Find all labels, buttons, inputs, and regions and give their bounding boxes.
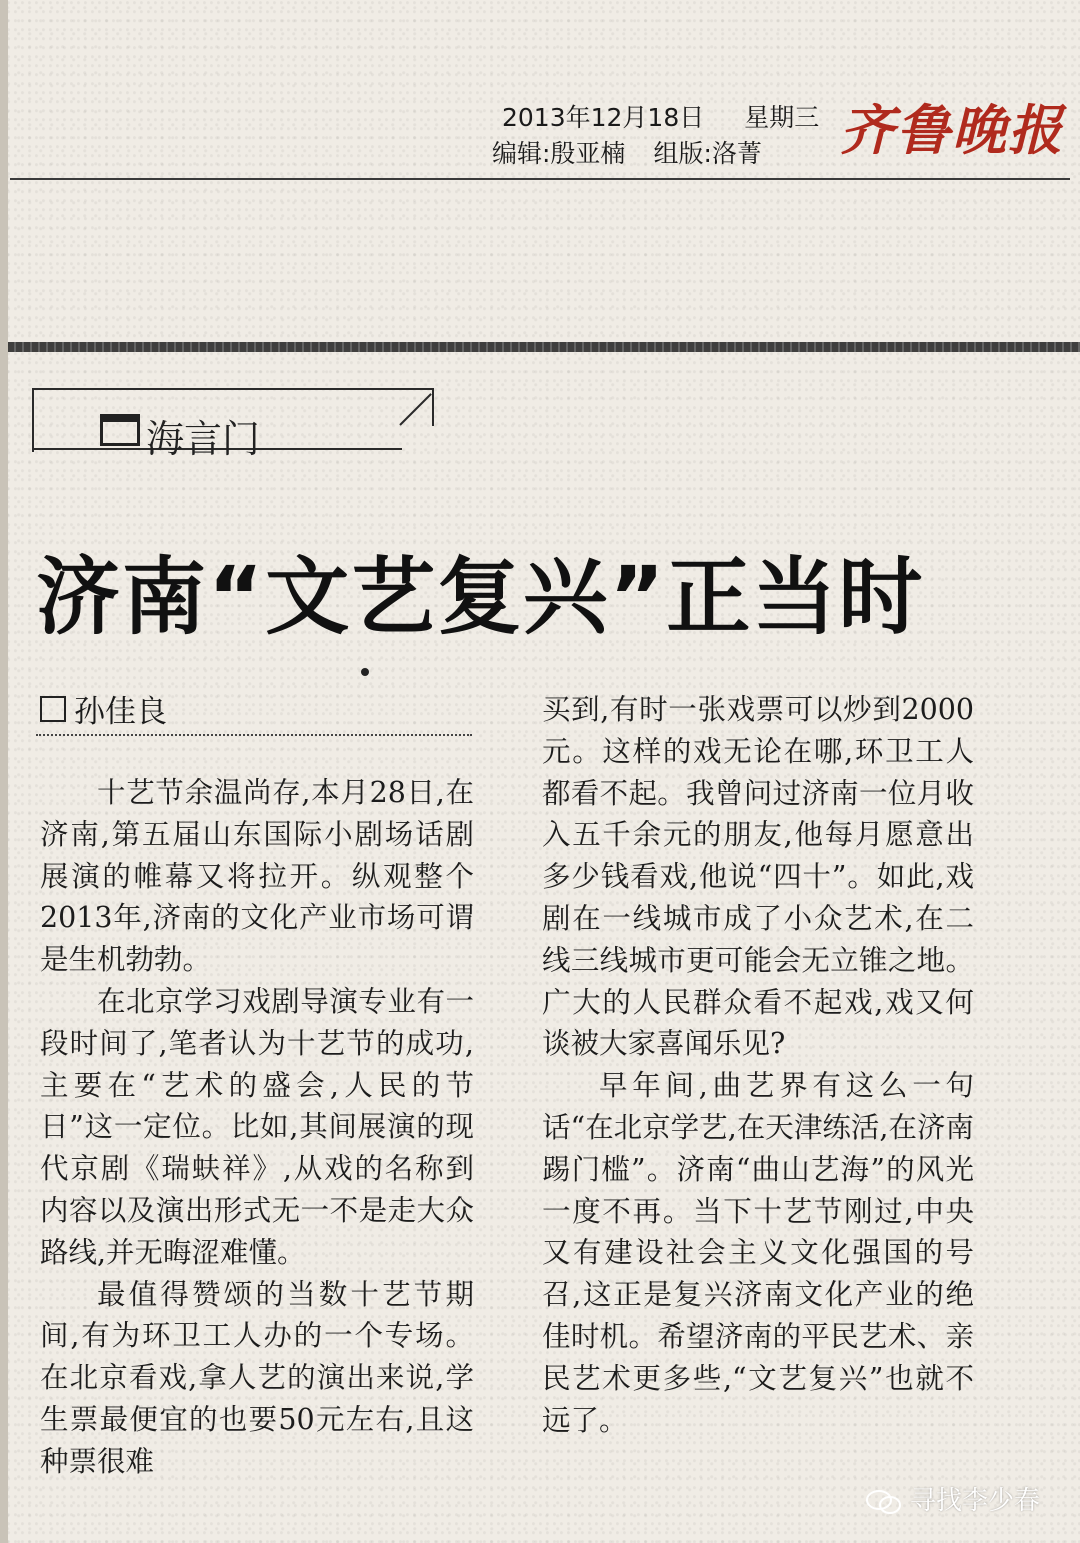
masthead-layout: 组版:洛菁 <box>653 139 762 168</box>
headline-dot <box>361 668 369 676</box>
wechat-icon <box>866 1489 902 1515</box>
masthead-editor: 编辑:殷亚楠 <box>492 139 626 168</box>
column-label: 海言门 <box>146 417 261 461</box>
watermark-text: 寻找李少春 <box>910 1486 1041 1516</box>
section-divider <box>8 342 1080 352</box>
byline-square-icon <box>40 696 66 722</box>
page-edge <box>0 0 8 1543</box>
watermark <box>866 1480 1040 1517</box>
byline-rule <box>36 734 472 736</box>
paragraph-4: 早年间,曲艺界有这么一句话“在北京学艺,在天津练活,在济南踢门槛”。济南“曲山艺海”的风光一度不再。当下十艺节刚过,中央又有建设社会主义文化强国的号召,这正是复兴济南文化产业的绝佳时机。希望济南的平民艺术、亲民艺术更多些,“文艺复兴”也就不远了。 <box>542 1069 974 1437</box>
masthead-rule <box>10 178 1070 180</box>
newspaper-logo: 齐鲁晚报 <box>840 98 1064 162</box>
article-left-column <box>40 772 474 1483</box>
paragraph-3-continued: 买到,有时一张戏票可以炒到2000元。这样的戏无论在哪,环卫工人都看不起。我曾问过济南一位月收入五千余元的朋友,他每月愿意出多少钱看戏,他说“四十”。如此,戏剧在一线城市成了小众艺术,在二线三线城市更可能会无立锥之地。广大的人民群众看不起戏,戏又何谈被大家喜闻乐见? <box>542 693 974 1061</box>
column-label-square-icon <box>100 414 140 446</box>
masthead-weekday: 星期三 <box>744 103 820 132</box>
byline: 孙佳良 <box>74 694 167 730</box>
headline: 济南“文艺复兴”正当时 <box>36 548 925 646</box>
masthead-date: 2013年12月18日 <box>502 103 705 132</box>
masthead-date-line <box>502 98 819 134</box>
paragraph-3: 最值得赞颂的当数十艺节期间,有为环卫工人办的一个专场。在北京看戏,拿人艺的演出来说,学生票最便宜的也要50元左右,且这种票很难 <box>40 1277 474 1478</box>
paragraph-2: 在北京学习戏剧导演专业有一段时间了,笔者认为十艺节的成功,主要在“艺术的盛会,人民的节日”这一定位。比如,其间展演的现代京剧《瑞蚨祥》,从戏的名称到内容以及演出形式无一不是走大众路线,并无晦涩难懂。 <box>40 984 474 1269</box>
paragraph-1: 十艺节余温尚存,本月28日,在济南,第五届山东国际小剧场话剧展演的帷幕又将拉开。纵观整个2013年,济南的文化产业市场可谓是生机勃勃。 <box>40 776 474 977</box>
masthead-credits-line <box>492 134 762 170</box>
article-right-column <box>542 689 974 1441</box>
